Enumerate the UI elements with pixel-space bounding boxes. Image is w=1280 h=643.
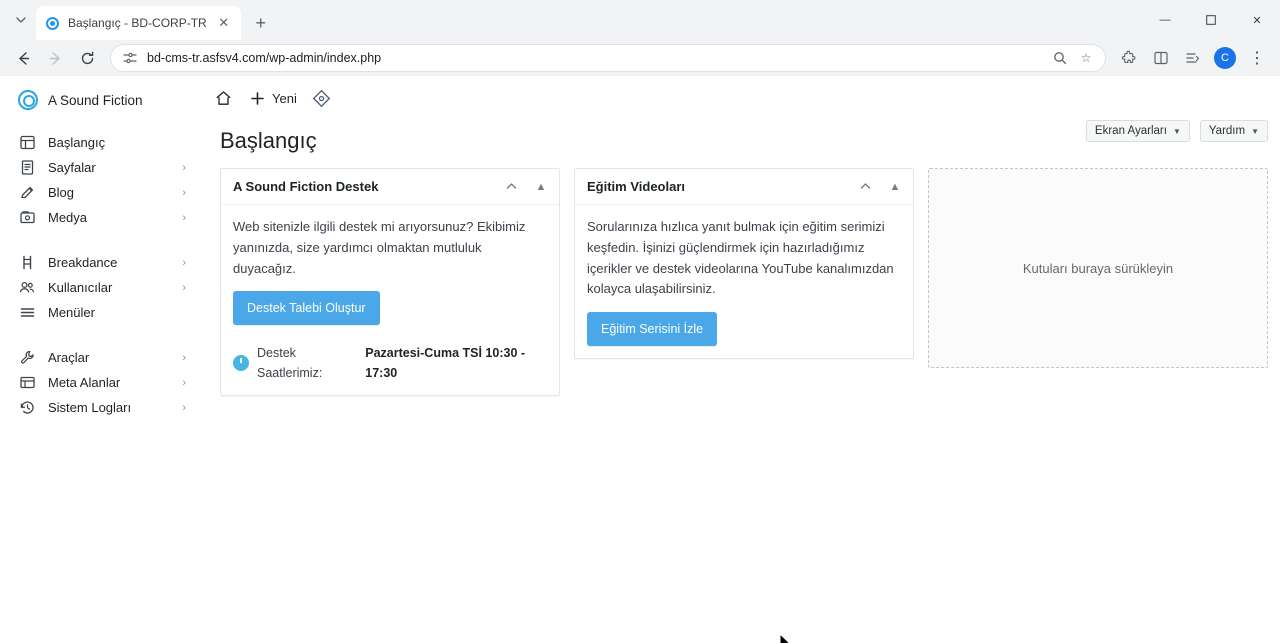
training-box-body [575, 205, 913, 358]
pages-icon [18, 160, 36, 175]
dashboard-column-2 [574, 168, 914, 412]
meta-fields-icon [18, 375, 36, 390]
browser-toolbar [0, 40, 1280, 76]
sidebar-item-label: Blog [48, 185, 75, 200]
screen-options-button[interactable] [1086, 120, 1190, 142]
back-icon[interactable] [8, 43, 38, 73]
brand-logo-icon [18, 90, 38, 110]
wp-admin [0, 76, 1280, 643]
chevron-right-icon: › [182, 256, 186, 269]
sidebar-item-kullanicilar[interactable] [0, 275, 200, 300]
sidebar-item-medya[interactable] [0, 205, 200, 230]
sidebar-item-sayfalar[interactable] [0, 155, 200, 180]
home-icon [214, 89, 232, 107]
help-button[interactable] [1200, 120, 1268, 142]
chevron-right-icon: › [182, 211, 186, 224]
training-box-actions [851, 173, 909, 201]
collapse-icon[interactable] [851, 173, 879, 201]
sidebar-item-label: Sayfalar [48, 160, 96, 175]
sidebar-item-meta-alanlar[interactable] [0, 370, 200, 395]
dashboard-column-3 [928, 168, 1268, 412]
support-box-header [221, 169, 559, 205]
reading-list-icon[interactable] [1178, 43, 1208, 73]
admin-main [200, 76, 1280, 643]
extensions-icon[interactable] [1114, 43, 1144, 73]
menu-icon [18, 305, 36, 320]
zoom-icon[interactable] [1051, 49, 1069, 67]
collapse-icon[interactable] [497, 173, 525, 201]
close-icon[interactable]: ✕ [218, 15, 230, 30]
minimize-button[interactable]: — [1159, 14, 1171, 26]
chevron-right-icon: › [182, 401, 186, 414]
site-favicon [44, 15, 60, 31]
chevron-right-icon: › [182, 376, 186, 389]
tools-icon [18, 350, 36, 365]
blog-icon [18, 185, 36, 200]
clock-icon [233, 355, 249, 371]
breakdance-icon [18, 255, 36, 270]
dashboard-column-1 [220, 168, 560, 412]
browser-chrome [0, 0, 1280, 76]
page-title: Başlangıç [220, 128, 317, 153]
dashboard-icon [18, 135, 36, 150]
tune-icon[interactable] [121, 49, 139, 67]
training-box-title: Eğitim Videoları [587, 179, 686, 194]
create-support-request-button[interactable]: Destek Talebi Oluştur [233, 291, 380, 325]
bookmark-star-icon[interactable]: ☆ [1080, 51, 1092, 65]
diamond-icon [313, 89, 331, 107]
address-bar[interactable] [110, 44, 1106, 72]
support-box-text: Web sitenizle ilgili destek mi arıyorsunuz? Ekibimiz yanınızda, size yardımcı olmaktan mutluluk duyacağız. [233, 219, 526, 276]
move-up-icon[interactable]: ▲ [889, 180, 901, 193]
sidebar-item-label: Araçlar [48, 350, 90, 365]
sidebar-item-menuler[interactable] [0, 300, 200, 325]
toolbar-actions [1114, 43, 1272, 73]
support-box-title: A Sound Fiction Destek [233, 179, 379, 194]
sidebar-group-primary [0, 130, 200, 230]
sidebar-item-baslangic[interactable] [0, 130, 200, 155]
maximize-button[interactable] [1188, 3, 1234, 37]
forward-icon[interactable] [40, 43, 70, 73]
chevron-right-icon: › [182, 351, 186, 364]
users-icon [18, 280, 36, 295]
training-box-header [575, 169, 913, 205]
chevron-right-icon: › [182, 186, 186, 199]
tab-strip [0, 0, 1280, 40]
sidebar-divider-2 [0, 325, 200, 339]
sidebar-group-secondary [0, 250, 200, 325]
chevron-down-icon: ▼ [1251, 126, 1259, 136]
support-hours [233, 343, 547, 383]
adminbar-new[interactable] [248, 89, 297, 107]
plus-icon [248, 89, 266, 107]
tab-title: Başlangıç - BD-CORP-TR [68, 16, 207, 30]
sidebar-group-tools [0, 345, 200, 420]
sidebar-item-label: Meta Alanlar [48, 375, 121, 390]
dropzone-label: Kutuları buraya sürükleyin [1022, 260, 1174, 276]
support-box-actions [497, 173, 555, 201]
sidebar-item-blog[interactable] [0, 180, 200, 205]
sidebar-item-label: Sistem Logları [48, 400, 132, 415]
history-icon [18, 400, 36, 415]
window-close-button[interactable]: ✕ [1252, 14, 1262, 27]
sidebar-item-label: Başlangıç [48, 135, 106, 150]
adminbar-new-label: Yeni [272, 90, 297, 106]
support-box-body [221, 205, 559, 395]
media-icon [18, 210, 36, 225]
watch-training-series-button[interactable]: Eğitim Serisini İzle [587, 312, 717, 346]
sidebar-item-araclar[interactable] [0, 345, 200, 370]
screen-options-label: Ekran Ayarları [1094, 125, 1167, 137]
training-box-text: Sorularınıza hızlıca yanıt bulmak için eğitim serimizi keşfedin. İşinizi güçlendirmek için hazırladığımız içerikler ve destek videolarına YouTube kanalımızdan kolayca ulaşabilirsiniz. [587, 219, 894, 297]
admin-sidebar [0, 76, 200, 643]
brand-label: A Sound Fiction [48, 92, 143, 108]
chevron-right-icon: › [182, 281, 186, 294]
browser-menu-icon[interactable]: ⋮ [1249, 50, 1265, 67]
support-hours-label: Destek Saatlerimiz: [257, 346, 323, 381]
support-hours-value: Pazartesi-Cuma TSİ 10:30 - 17:30 [365, 346, 526, 381]
sidebar-divider [0, 230, 200, 244]
profile-avatar[interactable]: C [1214, 47, 1236, 69]
move-up-icon[interactable]: ▲ [535, 180, 547, 193]
adminbar-site-home[interactable] [214, 89, 232, 107]
reload-icon[interactable] [72, 43, 102, 73]
help-label: Yardım [1208, 125, 1246, 137]
sidebar-item-label: Menüler [48, 305, 95, 320]
chevron-right-icon: › [182, 161, 186, 174]
tab-search-icon[interactable] [8, 7, 34, 33]
sidebar-item-breakdance[interactable] [0, 250, 200, 275]
window-controls [1142, 0, 1280, 40]
browser-tab[interactable] [36, 6, 241, 40]
adminbar-plugin[interactable] [313, 89, 331, 107]
sidebar-item-label: Breakdance [48, 255, 118, 270]
dashboard-columns [200, 168, 1280, 412]
chevron-down-icon: ▼ [1172, 126, 1181, 136]
site-brand[interactable] [0, 76, 200, 124]
split-view-icon[interactable] [1146, 43, 1176, 73]
admin-bar [200, 76, 1280, 110]
sidebar-item-label: Medya [48, 210, 88, 225]
widget-dropzone[interactable] [928, 168, 1268, 368]
sidebar-item-sistem-loglari[interactable] [0, 395, 200, 420]
new-tab-button[interactable]: + [255, 12, 266, 33]
sidebar-item-label: Kullanıcılar [48, 280, 113, 295]
training-box [574, 168, 914, 359]
support-box [220, 168, 560, 396]
screen-meta-links [1086, 120, 1268, 142]
url-text: bd-cms-tr.asfsv4.com/wp-admin/index.php [147, 51, 382, 65]
